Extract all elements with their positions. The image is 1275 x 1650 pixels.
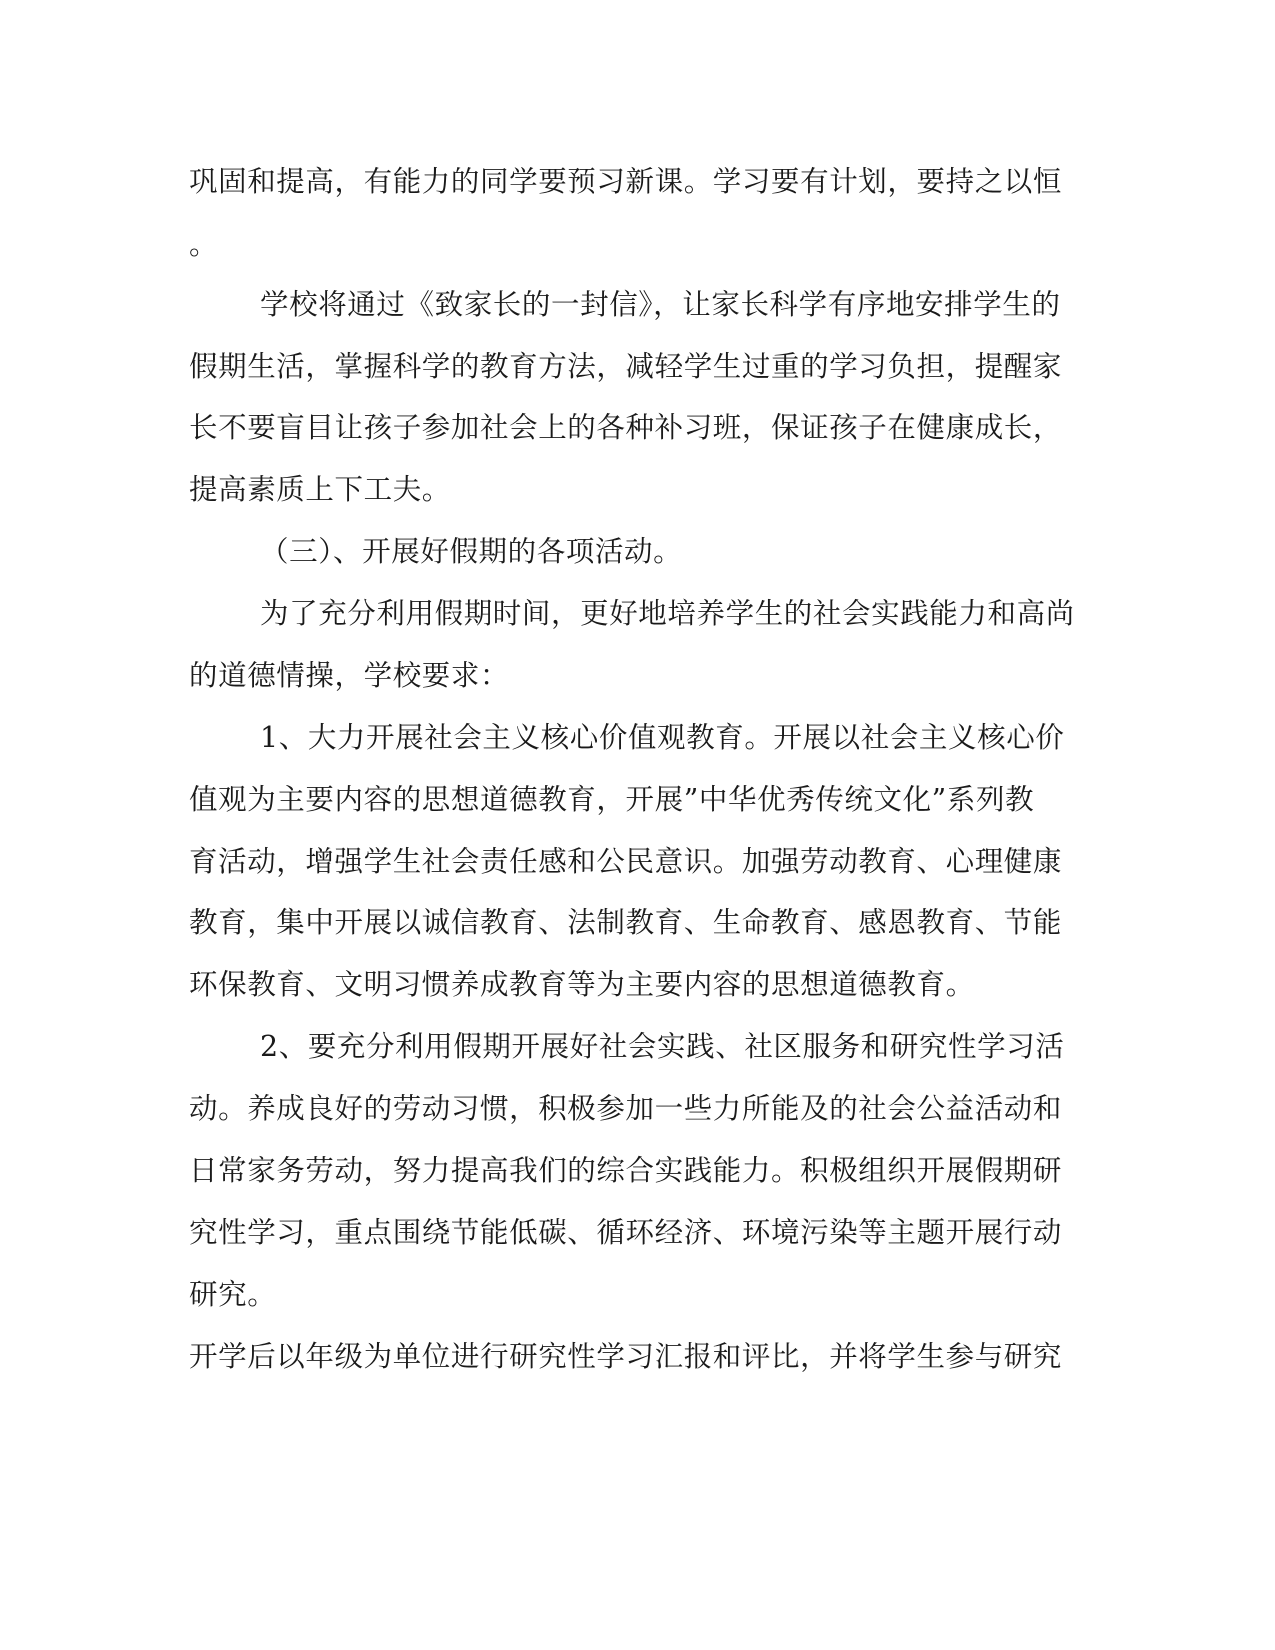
- text-line: 研究。: [189, 1278, 277, 1311]
- text-line: 假期生活，掌握科学的教育方法，减轻学生过重的学习负担，提醒家: [189, 350, 1063, 383]
- text-line: 育活动，增强学生社会责任感和公民意识。加强劳动教育、心理健康: [189, 845, 1063, 878]
- text-line: 巩固和提高，有能力的同学要预习新课。学习要有计划，要持之以恒: [189, 165, 1063, 198]
- text-line: 究性学习，重点围绕节能低碳、循环经济、环境污染等主题开展行动: [189, 1216, 1063, 1249]
- text-line: 日常家务劳动，努力提高我们的综合实践能力。积极组织开展假期研: [189, 1154, 1063, 1187]
- text-line: 的道德情操，学校要求：: [189, 659, 510, 692]
- text-line: 为了充分利用假期时间，更好地培养学生的社会实践能力和高尚: [260, 597, 1075, 630]
- section-heading: （三）、开展好假期的各项活动。: [260, 535, 683, 568]
- text-line: 1、大力开展社会主义核心价值观教育。开展以社会主义核心价: [260, 721, 1065, 754]
- text-line: 开学后以年级为单位进行研究性学习汇报和评比，并将学生参与研究: [189, 1340, 1063, 1373]
- text-line: 学校将通过《致家长的一封信》，让家长科学有序地安排学生的: [260, 288, 1061, 321]
- text-line: 值观为主要内容的思想道德教育，开展”中华优秀传统文化”系列教: [189, 783, 1035, 816]
- text-line: 提高素质上下工夫。: [189, 473, 451, 506]
- text-line: 长不要盲目让孩子参加社会上的各种补习班，保证孩子在健康成长，: [189, 411, 1063, 444]
- text-line: 。: [189, 228, 219, 261]
- text-line: 教育，集中开展以诚信教育、法制教育、生命教育、感恩教育、节能: [189, 906, 1063, 939]
- text-line: 2、要充分利用假期开展好社会实践、社区服务和研究性学习活: [260, 1030, 1065, 1063]
- text-line: 环保教育、文明习惯养成教育等为主要内容的思想道德教育。: [189, 968, 975, 1001]
- text-line: 动。养成良好的劳动习惯，积极参加一些力所能及的社会公益活动和: [189, 1092, 1063, 1125]
